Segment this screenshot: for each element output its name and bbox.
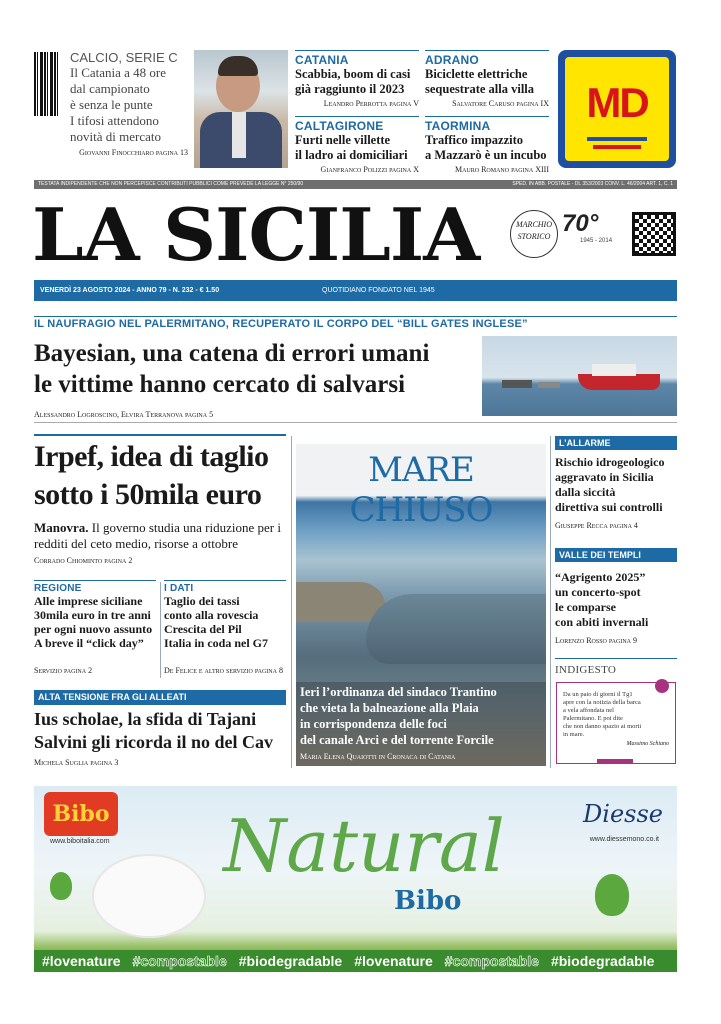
headline-line: un concerto-spot xyxy=(555,585,641,599)
box-byline: Mauro Romano pagina XIII xyxy=(454,165,549,174)
mare-chiuso-feature[interactable] xyxy=(296,444,546,766)
dati-article[interactable] xyxy=(164,580,286,675)
headline-line: Alle imprese siciliane xyxy=(34,594,143,608)
founded-text: QUOTIDIANO FONDATO NEL 1945 xyxy=(322,287,435,294)
allarme-kicker: L’ALLARME xyxy=(555,436,677,450)
caption-line: Ieri l’ordinanza del sindaco Trantino xyxy=(300,685,497,699)
dati-byline: De Felice e altro servizio pagina 8 xyxy=(164,666,283,675)
column-line: apre con la notizia della barca xyxy=(563,699,641,706)
templi-byline: Lorenzo Rosso pagina 9 xyxy=(555,636,638,645)
top-teaser-box[interactable] xyxy=(295,50,419,108)
irpef-byline: Corrado Chiominto pagina 2 xyxy=(34,556,133,565)
headline-line: Irpef, idea di taglio xyxy=(34,440,269,473)
natural-script: Natural xyxy=(223,804,505,888)
advertisement-banner[interactable] xyxy=(34,786,677,972)
mare-title: MARE CHIUSO xyxy=(349,450,493,530)
summary-line: Il governo studia una riduzione xyxy=(91,520,255,535)
box-byline: Gianfranco Polizzi pagina X xyxy=(320,165,419,174)
balloon-icon xyxy=(595,874,629,916)
teaser-line: I tifosi attendono xyxy=(70,113,159,128)
masthead-title[interactable]: LA SICILIA xyxy=(32,192,480,277)
hashtag-strip xyxy=(34,950,677,972)
headline-line: Taglio dei tassi xyxy=(164,594,240,608)
md-logo-text: MD xyxy=(586,79,648,126)
headline-line: conto alla rovescia xyxy=(164,608,259,622)
headline-line: Crescita del Pil xyxy=(164,622,242,636)
marchio-storico-seal xyxy=(510,210,558,258)
headline-line: “Agrigento 2025” xyxy=(555,570,646,584)
summary-line: per i redditi del ceto medio, risorse a ottobre xyxy=(34,520,281,551)
box-kicker: CALTAGIRONE xyxy=(295,119,384,133)
headline-line: A breve il “click day” xyxy=(34,636,144,650)
mare-byline: Maria Elena Quaiotti in Cronaca di Catania xyxy=(300,752,456,761)
marchio-text: MARCHIO STORICO xyxy=(516,220,552,241)
headline-line: Bayesian, una catena di errori umani xyxy=(34,340,430,367)
box-kicker: TAORMINA xyxy=(425,119,491,133)
anniv-years: 1945 - 2014 xyxy=(580,238,613,244)
lead-kicker: IL NAUFRAGIO NEL PALERMITANO, RECUPERATO IL CORPO DEL “BILL GATES INGLESE” xyxy=(34,318,528,330)
teaser-line: è senza le punte xyxy=(70,97,153,112)
mare-caption xyxy=(300,684,542,748)
legal-left: TESTATA INDIPENDENTE CHE NON PERCEPISCE CONTRIBUTI PUBBLICI COME PREVEDE LA LEGGE N° 250/90 xyxy=(38,181,304,187)
md-logo[interactable] xyxy=(558,50,676,168)
headline-line: direttiva sui controlli xyxy=(555,500,663,514)
lead-headline[interactable] xyxy=(34,338,474,400)
indigesto-kicker: INDIGESTO xyxy=(555,664,617,676)
headline-line: sotto i 50mila euro xyxy=(34,478,262,511)
anniversary-logo xyxy=(562,210,626,258)
top-teaser-box[interactable] xyxy=(425,50,549,108)
bibo-logo xyxy=(44,792,118,836)
box-title-line: Biciclette elettriche xyxy=(425,67,528,81)
headline-line: dalla siccità xyxy=(555,485,616,499)
headline-line: per ogni nuovo assunto xyxy=(34,622,153,636)
headline-line: Italia in coda nel G7 xyxy=(164,636,269,650)
allarme-byline: Giuseppe Recca pagina 4 xyxy=(555,521,638,530)
plate-graphic xyxy=(94,856,204,936)
box-title-line: il ladro ai domiciliari xyxy=(295,148,408,162)
headline-line: Salvini gli ricorda il no del Cav xyxy=(34,732,274,752)
hashtag: #lovenature xyxy=(354,953,433,969)
teaser-calcio[interactable] xyxy=(70,50,188,157)
top-teaser-box[interactable] xyxy=(425,116,549,174)
box-byline: Leandro Perrotta pagina V xyxy=(323,99,419,108)
bibo-logo-text: Bibo xyxy=(52,801,110,827)
byline: Giovanni Finocchiaro pagina 13 xyxy=(79,148,188,157)
box-title-line: sequestrate alla villa xyxy=(425,82,535,96)
hashtag: #lovenature xyxy=(42,953,121,969)
column-line: Da un paio di giorni il Tg1 xyxy=(563,691,633,698)
legal-bar xyxy=(34,180,677,189)
box-byline: Salvatore Caruso pagina IX xyxy=(452,99,549,108)
box-kicker: CATANIA xyxy=(295,53,349,67)
teaser-photo xyxy=(194,50,288,168)
headline-line: Rischio idrogeologico xyxy=(555,455,665,469)
diesse-url: www.diessemono.co.it xyxy=(589,836,659,843)
caption-line: del canale Arci e del torrente Forcile xyxy=(300,733,494,747)
boat-photo xyxy=(482,336,677,416)
teaser-kicker: CALCIO, SERIE C xyxy=(70,50,178,65)
teaser-line: dal campionato xyxy=(70,81,150,96)
balloon-icon xyxy=(50,872,72,900)
teaser-line: Il Catania a 48 ore xyxy=(70,65,167,80)
hashtag: #compostable xyxy=(132,953,227,969)
box-title-line: a Mazzarò è un incubo xyxy=(425,148,547,162)
irpef-summary-lead: Manovra. xyxy=(34,520,89,535)
allarme-article[interactable] xyxy=(555,455,677,530)
qr-code[interactable] xyxy=(632,212,676,256)
box-title-line: Furti nelle villette xyxy=(295,133,391,147)
bibo-url: www.biboitalia.com xyxy=(50,838,110,845)
caption-line: in corrispondenza delle foci xyxy=(300,717,447,731)
column-line: a vela affondata nel xyxy=(563,707,614,714)
hashtag: #compostable xyxy=(444,953,539,969)
headline-line: 30mila euro in tre anni xyxy=(34,608,151,622)
templi-article[interactable] xyxy=(555,570,677,645)
dateline-bar xyxy=(34,280,677,301)
column-line: Palermitano. E poi dite xyxy=(563,715,623,722)
box-title-line: Scabbia, boom di casi xyxy=(295,67,411,81)
box-title-line: già raggiunto il 2023 xyxy=(295,82,405,96)
anniv-number: 70° xyxy=(562,210,599,237)
irpef-article[interactable] xyxy=(34,438,286,565)
regione-byline: Servizio pagina 2 xyxy=(34,666,93,675)
top-teaser-box[interactable] xyxy=(295,116,419,174)
hashtag: #biodegradable xyxy=(550,953,655,969)
barcode xyxy=(34,52,60,116)
headline-line: le vittime hanno cercato di salvarsi xyxy=(34,371,406,398)
indigesto-signature: Massimo Schiano xyxy=(626,741,669,747)
legal-right: SPED. IN ABB. POSTALE - DL 353/2003 CONV. L. 46/2004 ART. 1, C. 1 xyxy=(512,181,673,187)
headline-line: con abiti invernali xyxy=(555,615,649,629)
templi-kicker: VALLE DEI TEMPLI xyxy=(555,548,677,562)
hashtag: #biodegradable xyxy=(238,953,343,969)
column-line: che non danno spazio ai morti xyxy=(563,723,642,730)
caption-line: che vieta la balneazione alla Plaia xyxy=(300,701,479,715)
headline-line: aggravato in Sicilia xyxy=(555,470,654,484)
natural-sub: Bibo xyxy=(394,886,462,916)
date-text: VENERDÌ 23 AGOSTO 2024 - ANNO 79 - N. 232 - € 1.50 xyxy=(40,287,220,294)
dati-kicker: I DATI xyxy=(164,583,194,594)
teaser-line: novità di mercato xyxy=(70,129,161,144)
alleati-kicker: ALTA TENSIONE FRA GLI ALLEATI xyxy=(34,690,286,705)
regione-kicker: REGIONE xyxy=(34,583,82,594)
box-kicker: ADRANO xyxy=(425,53,479,67)
indigesto-box[interactable] xyxy=(556,682,676,764)
column-line: in mare. xyxy=(563,731,585,738)
box-title-line: Traffico impazzito xyxy=(425,133,523,147)
lead-byline: Alessandro Logroscino, Elvira Terranova pagina 5 xyxy=(34,410,214,419)
alleati-byline: Michela Suglia pagina 3 xyxy=(34,758,119,767)
headline-line: le comparse xyxy=(555,600,616,614)
diesse-logo: Diesse xyxy=(583,800,663,828)
alleati-article[interactable] xyxy=(34,708,286,767)
headline-line: Ius scholae, la sfida di Tajani xyxy=(34,709,257,729)
indigesto-icon xyxy=(655,679,669,693)
regione-article[interactable] xyxy=(34,580,156,675)
